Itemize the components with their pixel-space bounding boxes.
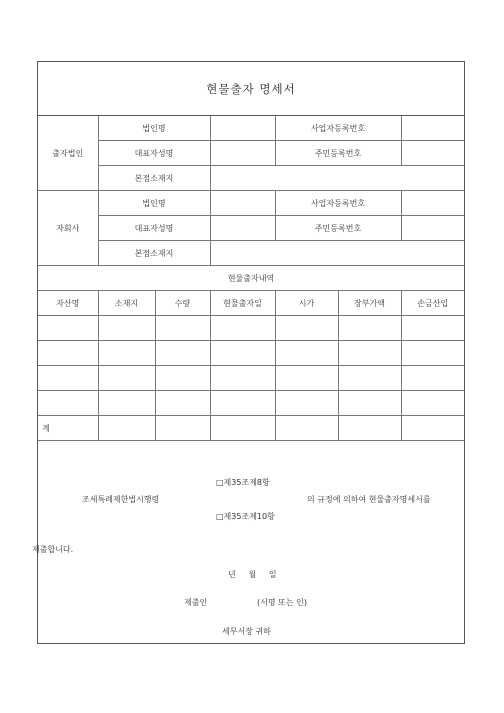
declaration-section [32, 449, 464, 643]
table-cell[interactable] [98, 341, 155, 366]
table-cell[interactable] [210, 366, 275, 391]
sub-rep-name-field[interactable] [210, 216, 275, 241]
total-label: 계 [38, 416, 98, 441]
table-cell[interactable] [338, 391, 401, 416]
submit-statement: 제출합니다. [32, 545, 74, 554]
corp-resident-reg-label: 주민등록번호 [275, 141, 401, 166]
sub-resident-reg-field[interactable] [401, 216, 464, 241]
table-cell[interactable] [155, 366, 210, 391]
signature-placeholder[interactable]: (서명 또는 인) [257, 598, 307, 607]
corp-resident-reg-field[interactable] [401, 141, 464, 166]
corp-rep-name-field[interactable] [210, 141, 275, 166]
table-row [38, 341, 464, 366]
option-checkbox-article-35-10[interactable]: □제35조제10항 [216, 512, 275, 521]
form-grid [38, 116, 464, 441]
table-cell[interactable] [210, 416, 275, 441]
option-checkbox-article-35-8[interactable]: □제35조제8항 [216, 478, 270, 487]
table-cell[interactable] [401, 391, 464, 416]
table-row [38, 391, 464, 416]
table-cell[interactable] [338, 416, 401, 441]
subsidiary-section-label: 자회사 [38, 191, 98, 266]
submission-date[interactable]: 년 월 일 [228, 570, 277, 579]
table-cell[interactable] [155, 341, 210, 366]
addressee: 세무서장 귀하 [222, 627, 271, 636]
col-header-location: 소재지 [98, 291, 155, 316]
sub-rep-name-label: 대표자성명 [98, 216, 210, 241]
table-cell[interactable] [338, 366, 401, 391]
sub-biz-reg-field[interactable] [401, 191, 464, 216]
decree-name: 조세특례제한법시행령 [82, 495, 160, 504]
form-title: 현물출자 명세서 [38, 62, 464, 116]
table-cell[interactable] [38, 341, 98, 366]
table-cell[interactable] [38, 366, 98, 391]
table-cell[interactable] [338, 341, 401, 366]
details-section-title: 현물출자내역 [38, 266, 464, 291]
table-cell[interactable] [98, 316, 155, 341]
sub-biz-reg-label: 사업자등록번호 [275, 191, 401, 216]
col-header-quantity: 수량 [155, 291, 210, 316]
corp-rep-name-label: 대표자성명 [98, 141, 210, 166]
table-cell[interactable] [401, 366, 464, 391]
table-cell[interactable] [275, 416, 338, 441]
sub-hq-location-field[interactable] [210, 241, 464, 266]
table-cell[interactable] [338, 316, 401, 341]
submitter-label: 제출인 [184, 598, 208, 607]
table-cell[interactable] [401, 341, 464, 366]
sub-resident-reg-label: 주민등록번호 [275, 216, 401, 241]
table-cell[interactable] [38, 391, 98, 416]
sub-name-field[interactable] [210, 191, 275, 216]
col-header-market-price: 시가 [275, 291, 338, 316]
table-cell[interactable] [275, 316, 338, 341]
sub-name-label: 법인명 [98, 191, 210, 216]
table-row [38, 366, 464, 391]
corp-biz-reg-label: 사업자등록번호 [275, 116, 401, 141]
table-cell[interactable] [98, 366, 155, 391]
table-cell[interactable] [155, 416, 210, 441]
table-cell[interactable] [275, 366, 338, 391]
table-cell[interactable] [275, 391, 338, 416]
table-cell[interactable] [155, 391, 210, 416]
corp-name-label: 법인명 [98, 116, 210, 141]
col-header-contribution-date: 현물출자일 [210, 291, 275, 316]
corp-hq-location-label: 본점소재지 [98, 166, 210, 191]
corp-section-label: 출자법인 [38, 116, 98, 191]
corp-name-field[interactable] [210, 116, 275, 141]
table-cell[interactable] [98, 391, 155, 416]
table-cell[interactable] [210, 391, 275, 416]
table-row [38, 316, 464, 341]
table-cell[interactable] [210, 341, 275, 366]
table-cell[interactable] [155, 316, 210, 341]
table-cell[interactable] [210, 316, 275, 341]
corp-biz-reg-field[interactable] [401, 116, 464, 141]
table-cell[interactable] [401, 316, 464, 341]
col-header-asset-name: 자산명 [38, 291, 98, 316]
col-header-deductible: 손금산입 [401, 291, 464, 316]
col-header-book-value: 장부가액 [338, 291, 401, 316]
sub-hq-location-label: 본점소재지 [98, 241, 210, 266]
form-container [32, 61, 465, 644]
corp-hq-location-field[interactable] [210, 166, 464, 191]
table-cell[interactable] [38, 316, 98, 341]
total-row [38, 416, 464, 441]
table-cell[interactable] [401, 416, 464, 441]
table-cell[interactable] [98, 416, 155, 441]
regulation-clause: 의 규정에 의하여 현물출자명세서를 [307, 495, 431, 504]
table-cell[interactable] [275, 341, 338, 366]
